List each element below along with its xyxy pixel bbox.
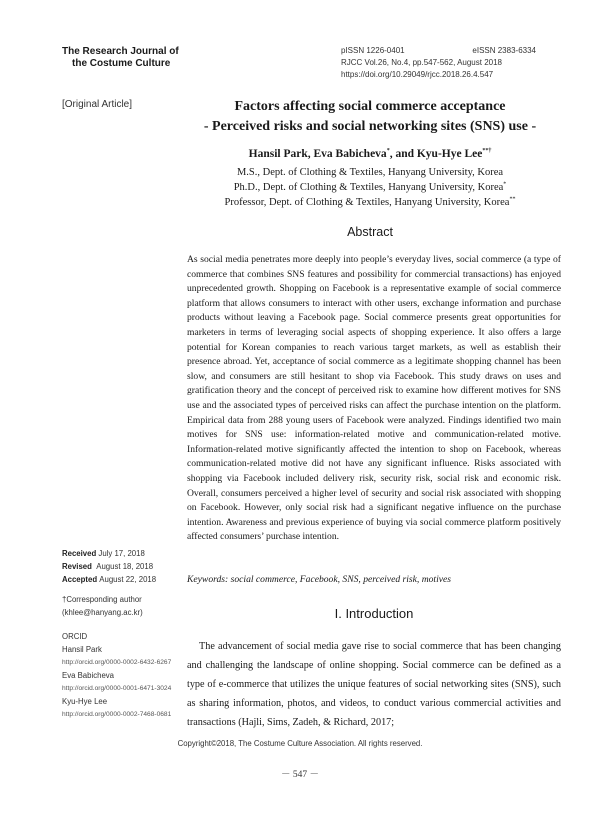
- orcid-url[interactable]: http://orcid.org/0000-0002-7468-0681: [62, 711, 172, 718]
- article-title: [160, 97, 580, 137]
- author-2-mark: *: [386, 148, 390, 155]
- affiliation-3: Professor, Dept. of Clothing & Textiles, Hanyang University, Korea**: [224, 196, 516, 208]
- corresponding-label: †Corresponding author: [62, 595, 142, 604]
- journal-name-line2: the Costume Culture: [72, 58, 171, 69]
- affiliation-1: M.S., Dept. of Clothing & Textiles, Hanyang University, Korea: [236, 167, 504, 178]
- author-1: Hansil Park,: [248, 148, 314, 160]
- received-label: Received: [62, 549, 97, 558]
- author-list: [160, 148, 580, 160]
- doi-link[interactable]: https://doi.org/10.29049/rjcc.2018.26.4.547: [341, 70, 494, 79]
- received-date: July 17, 2018: [98, 549, 145, 558]
- revised-date: August 18, 2018: [96, 562, 154, 571]
- accepted-date: August 22, 2018: [99, 575, 157, 584]
- corresponding-author: [62, 593, 143, 619]
- accepted-label: Accepted: [62, 575, 98, 584]
- volume-info: RJCC Vol.26, No.4, pp.547-562, August 2018: [341, 58, 502, 67]
- author-2: Eva Babicheva: [313, 148, 387, 160]
- copyright: Copyright©2018, The Costume Culture Association. All rights reserved.: [177, 739, 423, 748]
- pissn: pISSN 1226-0401: [341, 46, 405, 55]
- page-number: － 547 －: [280, 770, 319, 780]
- journal-name-line1: The Research Journal of: [62, 46, 179, 57]
- dates-block: [62, 547, 156, 586]
- abstract-heading: Abstract: [347, 225, 393, 239]
- orcid-name: Kyu-Hye Lee: [62, 697, 108, 706]
- author-3-mark: **†: [482, 148, 492, 155]
- orcid-url[interactable]: http://orcid.org/0000-0001-6471-3024: [62, 685, 172, 692]
- title-line1: Factors affecting social commerce acceptance: [234, 99, 506, 114]
- orcid-name: Eva Babicheva: [62, 671, 115, 680]
- eissn: eISSN 2383-6334: [472, 46, 536, 55]
- author-3: , and Kyu-Hye Lee: [389, 148, 483, 160]
- revised-label: Revised: [62, 562, 92, 571]
- keywords: Keywords: social commerce, Facebook, SNS, perceived risk, motives: [187, 574, 452, 585]
- abstract-text: As social media penetrates more deeply into people’s everyday lives, social commerce (a type of commerce that combines SNS features and possibility for commercial transactions) has enjoyed unprecedented growth. Shopping on Facebook is a representative example of social commerce platform that allows consumers to interact with other users, exchange information and purchase products without leaving a Facebook page. Social commerce presents great opportunities for marketers in terms of leveraging social aspects of shopping experience. It also offers a large potential for Korean companies to reach various target markets, as well as establish their presence abroad. Yet, acceptance of social commerce as a legitimate shopping channel has been slow, and consumers are still hesitant to shop via Facebook. This study draws on uses and gratification theory and the concept of perceived risk to examine how different motives for SNS use and the associated types of perceived risks can affect the purchase intention on the platform. Empirical data from 288 young users of Facebook were analyzed. Findings identified two main motives for SNS use: information-related motive and communication-related motive. Information-related motive significantly affected the intention to shop on Facebook, whereas communication-related motive did not have any significant influence. Risks associated with shopping via Facebook included delivery risk, security risk, social risk and economic risk. Overall, consumers perceived a higher level of security and social risk associated with shopping on Facebook. However, only social risk had a significant negative influence on the purchase intention. Awareness and previous experience of buying via social commerce platform positively affected consumers’ purchase intention.: [187, 254, 561, 543]
- affiliation-2: Ph.D., Dept. of Clothing & Textiles, Hanyang University, Korea*: [233, 181, 507, 193]
- title-line2: - Perceived risks and social networking sites (SNS) use -: [203, 119, 537, 134]
- orcid-name: Hansil Park: [62, 645, 102, 654]
- issn-block: [341, 45, 536, 81]
- introduction-heading: I. Introduction: [334, 606, 414, 621]
- orcid-url[interactable]: http://orcid.org/0000-0002-6432-6267: [62, 659, 172, 666]
- orcid-block: [62, 630, 171, 721]
- journal-name: [62, 46, 179, 70]
- corresponding-email[interactable]: (khlee@hanyang.ac.kr): [62, 608, 143, 617]
- affiliations: [160, 165, 580, 210]
- article-type: [Original Article]: [62, 99, 133, 110]
- orcid-label: ORCID: [62, 632, 88, 641]
- introduction-text: The advancement of social media gave rise to social commerce that has been changing and challenging the landscape of online shopping. Social commerce can be defined as a type of e-commerce that utilizes the unique features of social networking sites (SNS), such as sharing information, photos, and videos, to conduct various commercial activities and transactions (Hajli, Sims, Zadeh, & Richard, 2017;: [187, 641, 561, 728]
